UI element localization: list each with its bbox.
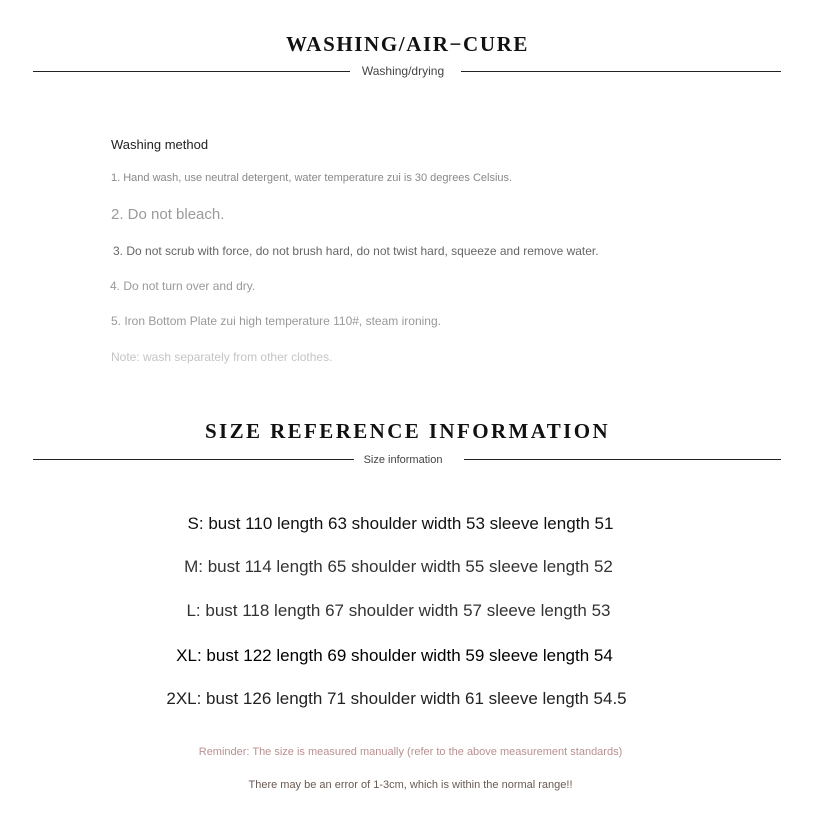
size-error-note: There may be an error of 1-3cm, which is within the normal range!!: [248, 779, 573, 791]
washing-item-1: 1. Hand wash, use neutral detergent, water temperature zui is 30 degrees Celsius.: [111, 172, 513, 184]
size-row-xl: XL: bust 122 length 69 shoulder width 59 sleeve length 54: [176, 646, 613, 665]
size-rule-right: [464, 459, 781, 460]
washing-method-heading: Washing method: [111, 137, 209, 152]
size-reminder: Reminder: The size is measured manually (refer to the above measurement standards): [198, 746, 623, 758]
washing-item-3: 3. Do not scrub with force, do not brush hard, do not twist hard, squeeze and remove water.: [113, 244, 599, 258]
size-subtitle: Size information: [363, 454, 443, 466]
washing-item-2: 2. Do not bleach.: [111, 206, 225, 223]
washing-title: WASHING/AIR−CURE: [286, 32, 529, 56]
size-row-s: S: bust 110 length 63 shoulder width 53 sleeve length 51: [187, 514, 614, 533]
washing-item-5: 5. Iron Bottom Plate zui high temperature 110#, steam ironing.: [111, 314, 441, 328]
washing-rule-left: [33, 71, 350, 72]
size-row-2xl: 2XL: bust 126 length 71 shoulder width 61 sleeve length 54.5: [166, 689, 627, 708]
washing-note: Note: wash separately from other clothes.: [111, 350, 333, 364]
size-title: SIZE REFERENCE INFORMATION: [204, 419, 611, 443]
size-rule-left: [33, 459, 354, 460]
washing-rule-right: [461, 71, 781, 72]
size-row-m: M: bust 114 length 65 shoulder width 55 sleeve length 52: [184, 557, 613, 576]
washing-item-4: 4. Do not turn over and dry.: [110, 279, 256, 293]
size-row-l: L: bust 118 length 67 shoulder width 57 sleeve length 53: [186, 601, 611, 620]
washing-subtitle: Washing/drying: [361, 64, 445, 78]
